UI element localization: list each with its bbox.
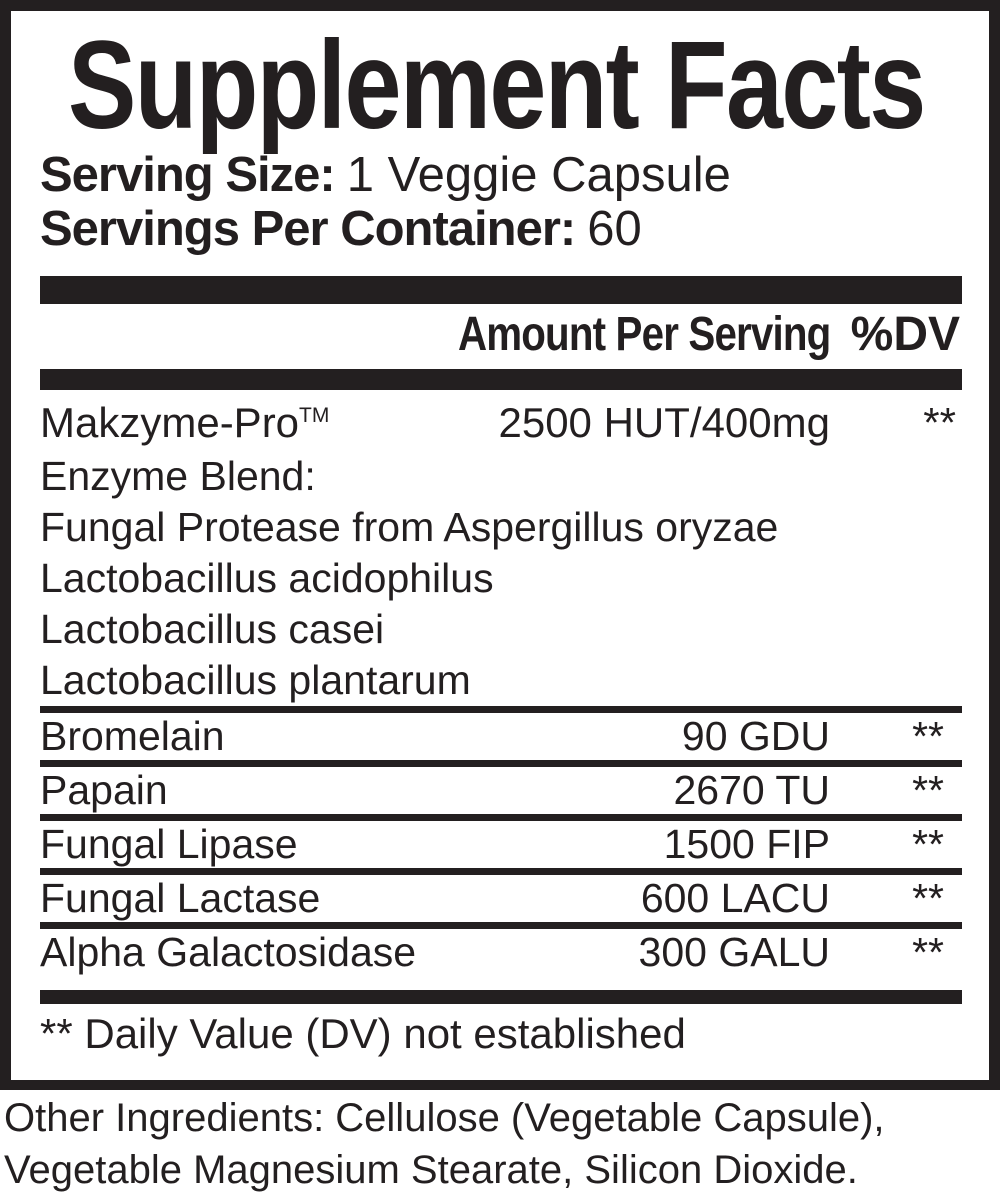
other-ingredients-line: Other Ingredients: Cellulose (Vegetable Capsule),	[4, 1096, 885, 1140]
blend-name-text: Makzyme-Pro	[40, 399, 300, 446]
ingredient-row	[40, 713, 962, 760]
percent-dv-header: %DV	[850, 308, 960, 361]
ingredient-row	[40, 767, 962, 814]
ingredient-name: Bromelain	[40, 713, 225, 759]
servings-per-container-row	[40, 202, 962, 256]
servings-per-container-value: 60	[587, 202, 642, 256]
serving-size-value: 1 Veggie Capsule	[346, 148, 731, 202]
ingredient-dv: **	[912, 767, 944, 813]
ingredient-name: Fungal Lipase	[40, 821, 298, 867]
ingredient-amount: 300 GALU	[638, 929, 830, 975]
ingredient-name: Alpha Galactosidase	[40, 929, 417, 975]
ingredient-amount: 90 GDU	[681, 713, 830, 759]
column-header-row	[40, 304, 962, 366]
amount-per-serving-header: Amount Per Serving	[457, 308, 830, 361]
ingredient-amount: 1500 FIP	[663, 821, 830, 867]
ingredient-row	[40, 875, 962, 922]
separator-bar-header	[40, 369, 962, 390]
separator-bar-bottom	[40, 990, 962, 1004]
servings-per-container-label: Servings Per Container:	[40, 202, 576, 256]
ingredient-dv: **	[912, 929, 944, 975]
blend-description-line: Enzyme Blend:	[40, 453, 316, 499]
ingredient-dv: **	[912, 821, 944, 867]
row-divider	[40, 922, 962, 929]
trademark-symbol: TM	[299, 404, 330, 427]
blend-description-line: Lactobacillus casei	[40, 606, 385, 652]
blend-dv: **	[923, 399, 956, 446]
ingredient-amount: 2670 TU	[673, 767, 830, 813]
panel-title: Supplement Facts	[68, 16, 925, 155]
other-ingredients-line: Vegetable Magnesium Stearate, Silicon Dioxide.	[4, 1148, 858, 1192]
ingredient-dv: **	[912, 875, 944, 921]
serving-size-row	[40, 148, 962, 202]
row-divider	[40, 868, 962, 875]
blend-description-line: Fungal Protease from Aspergillus oryzae	[40, 504, 779, 550]
other-ingredients	[0, 1090, 1000, 1196]
row-divider	[40, 760, 962, 767]
ingredient-name: Fungal Lactase	[40, 875, 321, 921]
serving-size-label: Serving Size:	[40, 148, 335, 202]
ingredient-dv: **	[912, 713, 944, 759]
ingredient-row	[40, 929, 962, 976]
separator-bar-top	[40, 276, 962, 304]
row-divider	[40, 706, 962, 713]
blend-amount: 2500 HUT/400mg	[498, 399, 830, 446]
ingredient-name: Papain	[40, 767, 168, 813]
blend-description	[40, 451, 962, 706]
ingredient-row	[40, 821, 962, 868]
blend-row	[40, 395, 962, 451]
daily-value-footnote: ** Daily Value (DV) not established	[40, 1010, 686, 1057]
blend-description-line: Lactobacillus plantarum	[40, 657, 471, 703]
blend-name	[40, 395, 498, 451]
blend-description-line: Lactobacillus acidophilus	[40, 555, 494, 601]
row-divider	[40, 814, 962, 821]
ingredient-amount: 600 LACU	[640, 875, 830, 921]
